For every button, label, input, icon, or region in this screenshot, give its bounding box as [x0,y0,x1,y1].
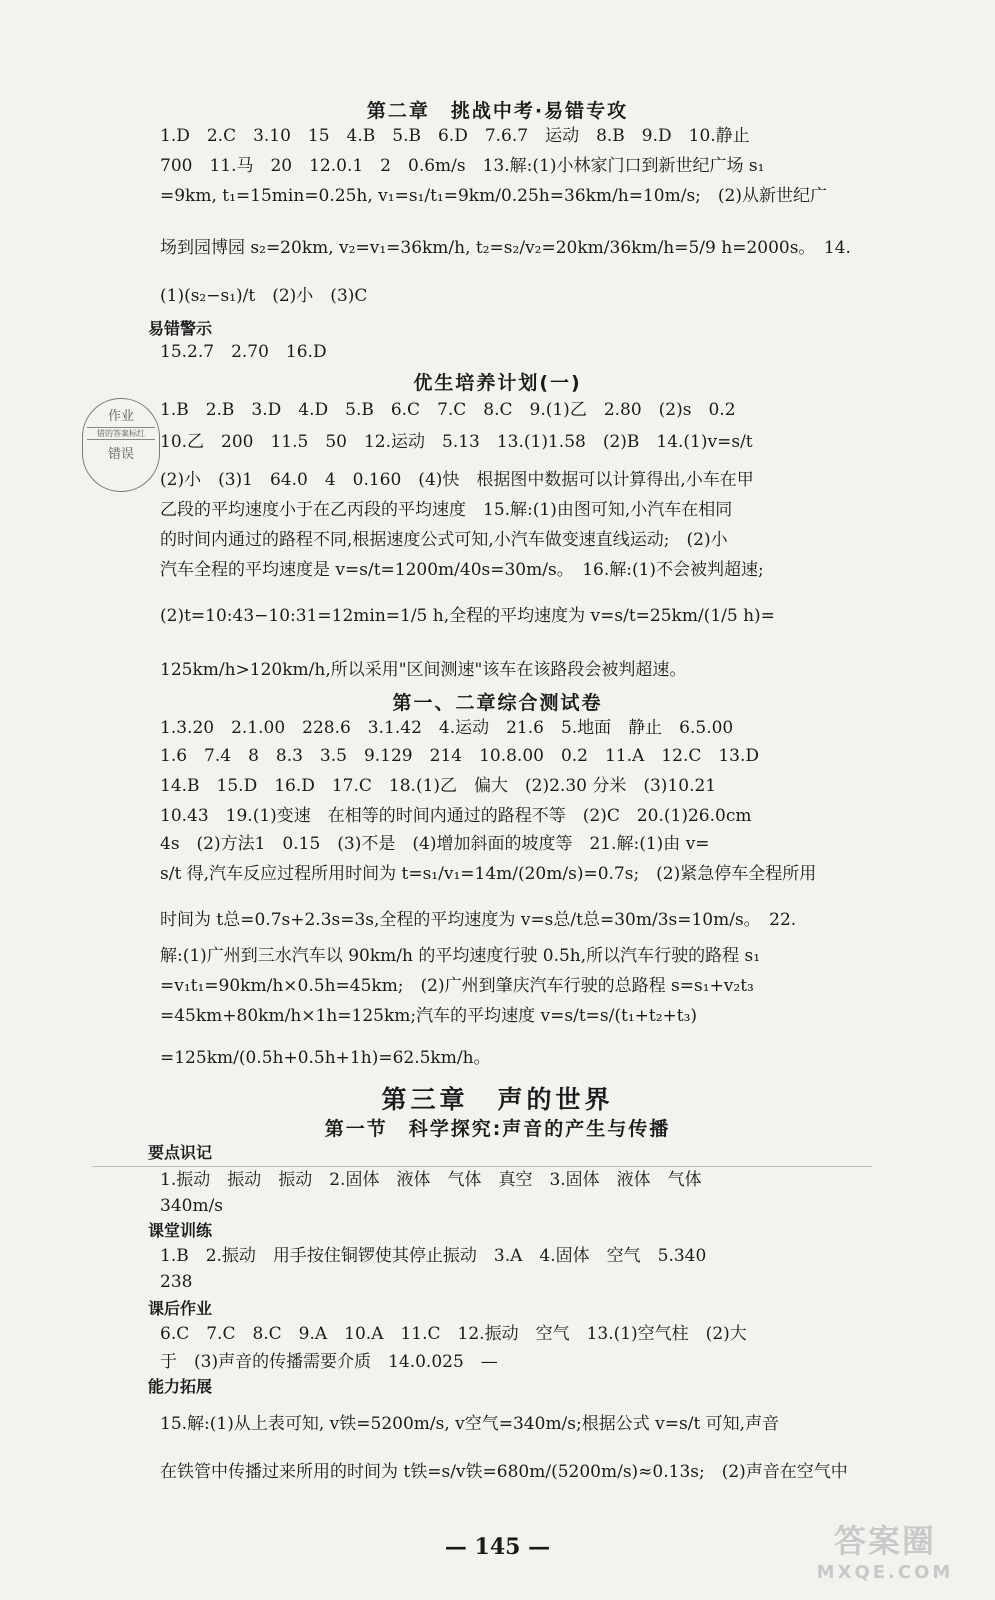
yicuo-line: 15.2.7 2.70 16.D [160,342,327,362]
ch2-line-5: (1)(s₂−s₁)/t (2)小 (3)C [160,286,368,306]
test-line-7: 时间为 t总=0.7s+2.3s=3s,全程的平均速度为 v=s总/t总=30m/3s=10m/s。 22. [160,910,797,930]
yaodian-heading: 要点识记 [148,1143,213,1162]
yaodian-line-1: 1.振动 振动 振动 2.固体 液体 气体 真空 3.固体 液体 气体 [160,1170,702,1190]
kehou-heading: 课后作业 [148,1299,213,1318]
test-line-11: =125km/(0.5h+0.5h+1h)=62.5km/h。 [160,1048,491,1068]
ys-line-2: 10.乙 200 11.5 50 12.运动 5.13 13.(1)1.58 (2)B 14.(1)v=s/t [160,432,753,452]
yicuo-heading: 易错警示 [148,319,213,338]
nengli-heading: 能力拓展 [148,1377,213,1396]
test-title: 第一、二章综合测试卷 [392,692,603,714]
ys-line-7: (2)t=10:43−10:31=12min=1/5 h,全程的平均速度为 v=s/t=25km/(1/5 h)= [160,606,775,626]
ys-line-1: 1.B 2.B 3.D 4.D 5.B 6.C 7.C 8.C 9.(1)乙 2.80 (2)s 0.2 [160,400,736,420]
test-line-3: 14.B 15.D 16.D 17.C 18.(1)乙 偏大 (2)2.30 分米 (3)10.21 [160,776,717,796]
ch2-line-4: 场到园博园 s₂=20km, v₂=v₁=36km/h, t₂=s₂/v₂=20km/36km/h=5/9 h=2000s。 14. [160,238,851,258]
stamp-bottom: 错误 [107,447,134,462]
ketang-line-2: 238 [160,1272,193,1292]
test-line-6: s/t 得,汽车反应过程所用时间为 t=s₁/v₁=14m/(20m/s)=0.7s; (2)紧急停车全程所用 [160,864,817,884]
test-line-9: =v₁t₁=90km/h×0.5h=45km; (2)广州到肇庆汽车行驶的总路程 s=s₁+v₂t₃ [160,976,754,996]
ketang-heading: 课堂训练 [148,1221,213,1240]
test-line-4: 10.43 19.(1)变速 在相等的时间内通过的路程不等 (2)C 20.(1)26.0cm [160,806,752,826]
test-line-8: 解:(1)广州到三水汽车以 90km/h 的平均速度行驶 0.5h,所以汽车行驶的路程 s₁ [160,946,761,966]
ys-line-8: 125km/h>120km/h,所以采用"区间测速"该车在该路段会被判超速。 [160,660,687,680]
chapter3-title: 第三章 声的世界 [381,1085,614,1114]
yaodian-line-2: 340m/s [160,1196,224,1216]
divider-line [92,1166,872,1167]
ys-line-6: 汽车全程的平均速度是 v=s/t=1200m/40s=30m/s。 16.解:(1)不会被判超速; [160,560,764,580]
ys-line-3: (2)小 (3)1 64.0 4 0.160 (4)快 根据图中数据可以计算得出,小车在甲 [160,470,754,490]
nengli-line-2: 在铁管中传播过来所用的时间为 t铁=s/v铁=680m/(5200m/s)≈0.13s; (2)声音在空气中 [160,1462,848,1482]
test-line-1: 1.3.20 2.1.00 228.6 3.1.42 4.运动 21.6 5.地面 静止 6.5.00 [160,718,734,738]
site-watermark [795,1516,975,1586]
kehou-line-1: 6.C 7.C 8.C 9.A 10.A 11.C 12.振动 空气 13.(1)空气柱 (2)大 [160,1324,747,1344]
page-number: — 145 — [444,1534,551,1560]
ch2-line-1: 1.D 2.C 3.10 15 4.B 5.B 6.D 7.6.7 运动 8.B 9.D 10.静止 [160,126,750,146]
test-line-10: =45km+80km/h×1h=125km;汽车的平均速度 v=s/t=s/(t₁+t₂+t₃) [160,1006,698,1026]
test-line-2: 1.6 7.4 8 8.3 3.5 9.129 214 10.8.00 0.2 11.A 12.C 13.D [160,746,760,766]
stamp-top: 作业 [107,409,134,424]
ch2-line-2: 700 11.马 20 12.0.1 2 0.6m/s 13.解:(1)小林家门口到新世纪广场 s₁ [160,156,765,176]
section1-title: 第一节 科学探究:声音的产生与传播 [324,1118,671,1140]
watermark-cn: 答案圈 [833,1522,936,1560]
kehou-line-2: 于 (3)声音的传播需要介质 14.0.025 — [160,1352,498,1372]
nengli-line-1: 15.解:(1)从上表可知, v铁=5200m/s, v空气=340m/s;根据公式 v=s/t 可知,声音 [160,1414,780,1434]
homework-stamp [82,398,160,492]
stamp-middle: 错的答案标红 [87,427,155,440]
ys-line-4: 乙段的平均速度小于在乙丙段的平均速度 15.解:(1)由图可知,小汽车在相同 [160,500,733,520]
test-line-5: 4s (2)方法1 0.15 (3)不是 (4)增加斜面的坡度等 21.解:(1)由 v= [160,834,710,854]
ketang-line-1: 1.B 2.振动 用手按住铜锣使其停止振动 3.A 4.固体 空气 5.340 [160,1246,707,1266]
ch2-line-3: =9km, t₁=15min=0.25h, v₁=s₁/t₁=9km/0.25h=36km/h=10m/s; (2)从新世纪广 [160,186,827,206]
watermark-en: MXQE.COM [816,1562,954,1583]
ys-line-5: 的时间内通过的路程不同,根据速度公式可知,小汽车做变速直线运动; (2)小 [160,530,728,550]
chapter2-title: 第二章 挑战中考·易错专攻 [366,100,629,122]
youSheng-title: 优生培养计划(一) [413,372,582,394]
